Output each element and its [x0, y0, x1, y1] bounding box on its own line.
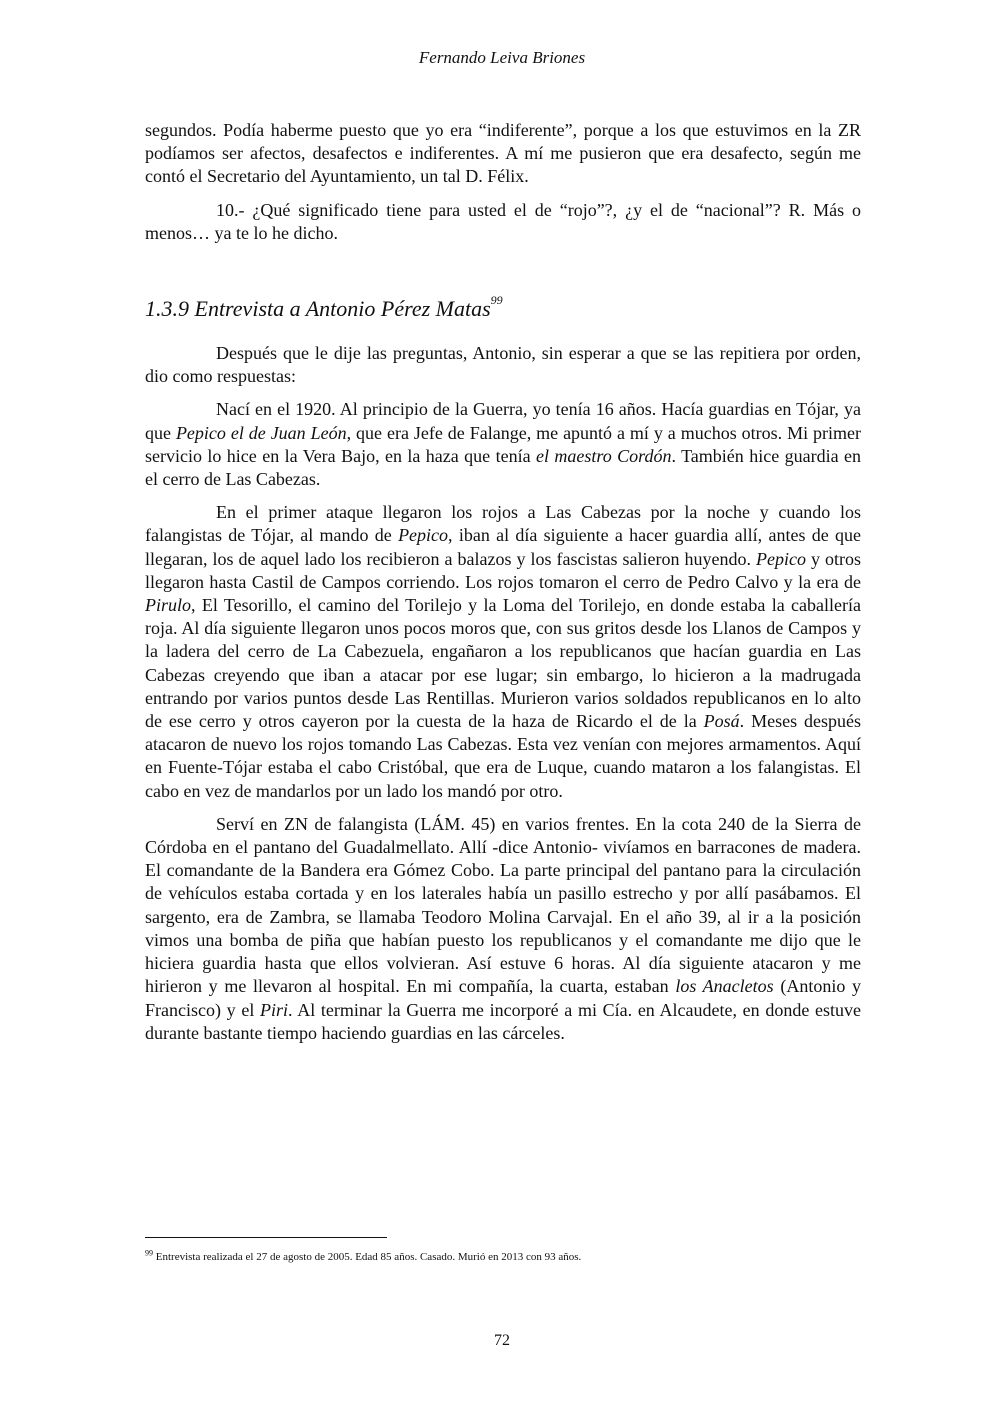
italic-name: los Anacletos [675, 976, 774, 997]
paragraph-intro: Después que le dije las preguntas, Antonio, sin esperar a que se las repitiera por orden, dio como respuestas: [145, 343, 861, 387]
text-run: , iban al día siguiente a hacer guardia allí, antes de que llegaran, los de aquel lado los recibieron a balazos y los fascistas salieron huyendo. [145, 525, 861, 569]
text-run: y otros llegaron hasta Castil de Campos corriendo. Los rojos tomaron el cerro de Pedro Calvo y la era de [145, 548, 862, 592]
footnote-mark: 99 [145, 1248, 153, 1258]
footnote-text: Entrevista realizada el 27 de agosto de 2005. Edad 85 años. Casado. Murió en 2013 con 93 años. [153, 1251, 582, 1263]
text-run: . También hice guardia en el cerro de Las Cabezas. [145, 445, 861, 490]
paragraph-continuation: segundos. Podía haberme puesto que yo era “indiferente”, porque a los que estuvimos en la ZR podíamos ser afectos, desafectos e indiferentes. A mí me pusieron que era desafecto, según me contó el Secretario del Ayuntamiento, un tal D. Félix. [145, 120, 861, 187]
page-number: 72 [494, 1332, 510, 1349]
running-header: Fernando Leiva Briones [418, 48, 586, 67]
text-run: . Meses después atacaron de nuevo los rojos tomando Las Cabezas. Esta vez venían con mejores armamentos. Aquí en Fuente-Tójar estaba el cabo Cristóbal, que era de Luque, cuando mataron a los falangistas. El cabo en vez de mandarlos por un lado los mandó por otro. [145, 711, 861, 801]
text-run: Nací en el 1920. Al principio de la Guerra, yo tenía 16 años. Hacía guardias en Tójar, ya que [145, 399, 861, 443]
section-title: 1.3.9 Entrevista a Antonio Pérez Matas [145, 296, 491, 322]
italic-name: Pepico [398, 525, 449, 546]
paragraph-question-10: 10.- ¿Qué significado tiene para usted el de “rojo”?, ¿y el de “nacional”? R. Más o menos… ya te lo he dicho. [145, 199, 861, 243]
main-text [145, 119, 861, 1055]
text-run: En el primer ataque llegaron los rojos a Las Cabezas por la noche y cuando los falangistas de Tójar, al mando de [145, 502, 861, 546]
italic-name: Pepico [756, 548, 806, 569]
italic-name: el maestro Cordón [535, 445, 672, 466]
text-run: , El Tesorillo, el camino del Torilejo y la Loma del Torilejo, en donde estaba la caballería roja. Al día siguiente llegaron unos pocos moros que, con sus gritos desde los Llanos de Campos y la ladera del cerro de La Cabezuela, engañaron a los republicanos que hacían guardia en Las Cabezas creyendo que iban a atacar por ese lugar; sin embargo, lo hicieron a la madrugada entrando por varios puntos desde Las Rentillas. Murieron varios soldados republicanos en lo alto de ese cerro y otros cayeron por la cuesta de la haza de Ricardo el de la [145, 595, 861, 732]
paragraph-first-attack [145, 501, 861, 803]
italic-name: Piri [260, 999, 289, 1020]
italic-name: Posá [703, 711, 740, 732]
paragraph-service [145, 813, 861, 1045]
section-heading [145, 292, 861, 323]
text-run: (Antonio y Francisco) y el [145, 976, 861, 1020]
footnote-divider [145, 1237, 387, 1238]
text-run: . Al terminar la Guerra me incorporé a mi Cía. en Alcaudete, en donde estuve durante bastante tiempo haciendo guardias en las cárceles. [145, 999, 861, 1043]
italic-name: Pepico el de Juan León [175, 422, 347, 443]
footnote-reference: 99 [490, 292, 503, 307]
text-run: Serví en ZN de falangista (LÁM. 45) en varios frentes. En la cota 240 de la Sierra de Córdoba en el pantano del Guadalmellato. Allí -dice Antonio- vivíamos en barracones de madera. El comandante de la Bandera era Gómez Cobo. La parte principal del pantano para la circulación de vehículos estaba cortada y en los laterales había un pasillo estrecho y por allí pasábamos. El sargento, era de Zambra, se llamaba Teodoro Molina Carvajal. En el año 39, al ir a la posición vimos una bomba de piña que habían puesto los republicanos y el comandante me dijo que le hiciera guardia hasta que ellos volvieran. Así estuve 6 horas. Al día siguiente atacaron y me hirieron y me llevaron al hospital. En mi compañía, la cuarta, estaban [145, 813, 861, 997]
paragraph-birth [145, 398, 861, 491]
italic-name: Pirulo [145, 595, 192, 616]
text-run: , que era Jefe de Falange, me apuntó a mí y a muchos otros. Mi primer servicio lo hice en la Vera Bajo, en la haza que tenía [145, 422, 861, 466]
footnote [145, 1250, 861, 1265]
